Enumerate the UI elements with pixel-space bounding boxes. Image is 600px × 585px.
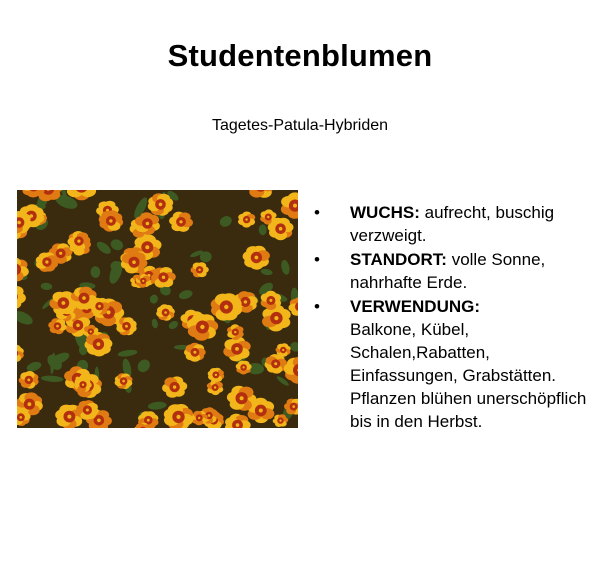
bullet-marker: • (314, 203, 320, 222)
bullet-text-wuchs: aufrecht, buschig verzweigt. (350, 203, 555, 245)
bullet-item-standort (312, 248, 592, 294)
marigold-flower (184, 343, 206, 362)
marigold-illustration (17, 190, 298, 428)
bullet-label-wuchs: WUCHS: (350, 203, 420, 222)
bullet-list (312, 201, 592, 434)
bullet-label-verwendung: VERWENDUNG: (350, 297, 481, 316)
bullet-item-wuchs (312, 201, 592, 247)
bullet-label-standort: STANDORT: (350, 250, 447, 269)
bullet-text-verwendung: Balkone, Kübel, Schalen,Rabatten, Einfassungen, Grabstätten. Pflanzen blühen unerschöpflich bis in den Herbst. (350, 320, 587, 431)
marigold-flower (89, 298, 109, 315)
marigold-photo (17, 190, 298, 428)
bullet-text-standort: volle Sonne, nahrhafte Erde. (350, 250, 546, 292)
bullet-item-verwendung (312, 295, 592, 433)
bullet-marker: • (314, 250, 320, 269)
page-title: Studentenblumen (167, 38, 433, 73)
bullet-marker: • (314, 297, 320, 316)
page-subtitle: Tagetes-Patula-Hybriden (211, 117, 389, 134)
